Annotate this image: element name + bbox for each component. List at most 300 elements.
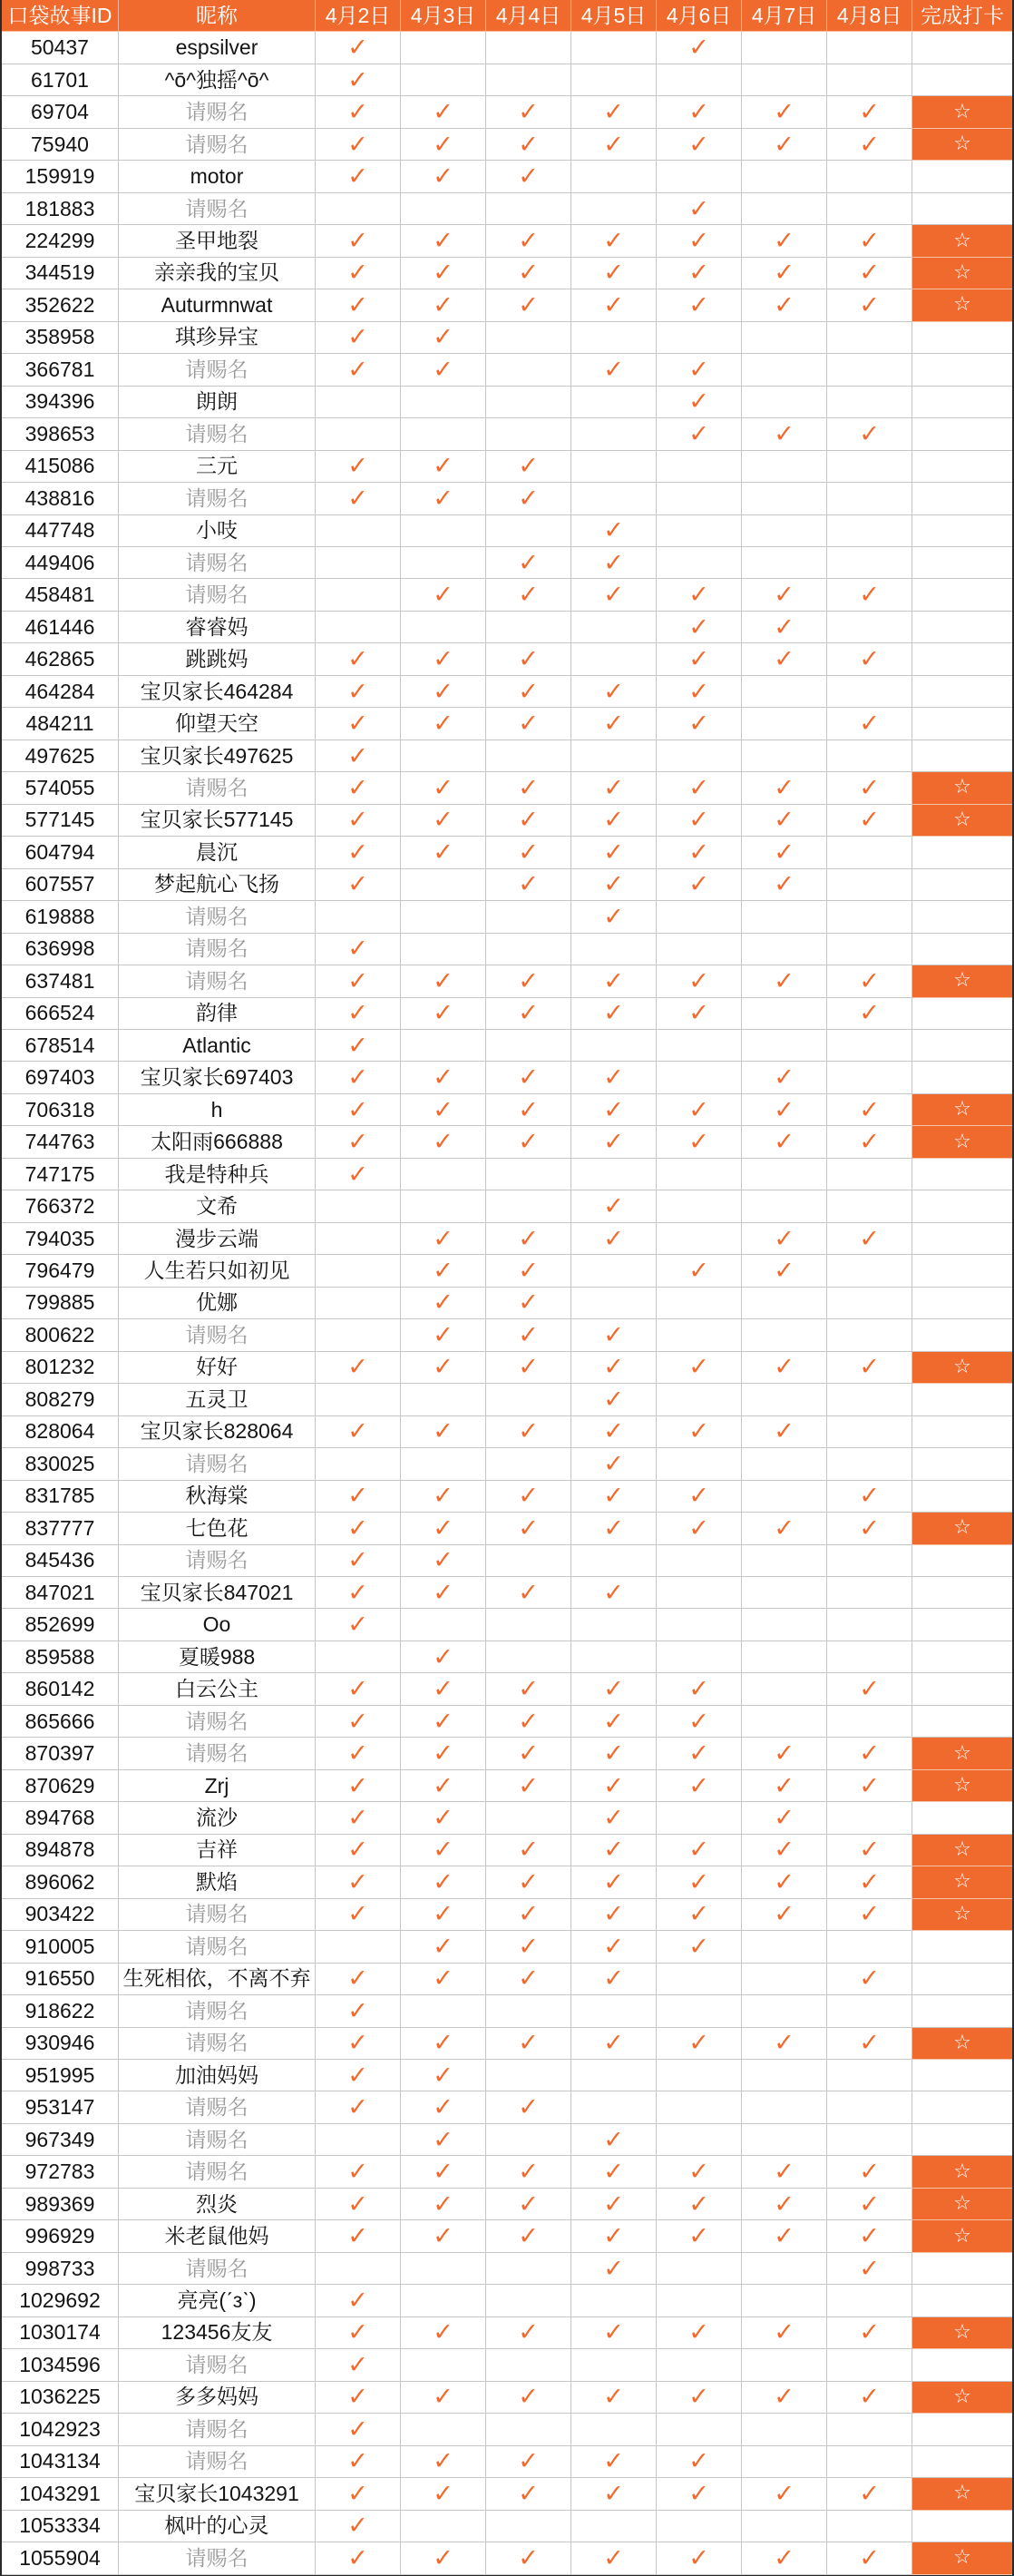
cell-checkin-day-7: [827, 418, 912, 450]
cell-checkin-day-5: [657, 1673, 742, 1705]
cell-checkin-day-2: [401, 2091, 486, 2123]
table-row: [2, 1448, 1012, 1480]
check-icon: ✓: [688, 1900, 709, 1929]
check-icon: ✓: [518, 1513, 539, 1543]
cell-checkin-day-4: [571, 1255, 657, 1287]
cell-checkin-day-2: [401, 2156, 486, 2188]
cell-checkin-day-3: [486, 258, 571, 289]
header-complete-checkin: 完成打卡: [912, 0, 1012, 32]
table-row: [2, 965, 1012, 997]
cell-checkin-day-2: [401, 2349, 486, 2381]
check-icon: ✓: [774, 130, 795, 159]
check-icon: ✓: [347, 1867, 368, 1896]
check-icon: ✓: [688, 98, 709, 127]
cell-checkin-day-6: [742, 354, 827, 386]
cell-checkin-day-1: [316, 1319, 401, 1351]
cell-checkin-day-2: [401, 772, 486, 804]
check-icon: ✓: [859, 259, 880, 288]
cell-checkin-day-5: [657, 676, 742, 708]
cell-checkin-day-6: [742, 2446, 827, 2478]
check-icon: ✓: [603, 516, 624, 545]
cell-checkin-day-5: [657, 643, 742, 675]
check-icon: ✓: [518, 837, 539, 867]
cell-checkin-day-4: [571, 1223, 657, 1255]
cell-pocket-story-id: 678514: [2, 1030, 119, 1062]
table-row: [2, 998, 1012, 1030]
check-icon: ✓: [347, 645, 368, 674]
cell-checkin-day-7: [827, 1545, 912, 1577]
cell-checkin-day-4: [571, 901, 657, 933]
cell-checkin-day-2: [401, 2478, 486, 2510]
cell-checkin-day-3: [486, 1288, 571, 1319]
cell-checkin-day-3: [486, 2446, 571, 2478]
cell-checkin-day-3: [486, 1964, 571, 1995]
cell-checkin-day-2: [401, 2317, 486, 2349]
cell-checkin-day-5: [657, 2220, 742, 2252]
check-icon: ✓: [433, 2158, 453, 2187]
cell-pocket-story-id: 918622: [2, 1995, 119, 2027]
cell-pocket-story-id: 744763: [2, 1126, 119, 1158]
star-icon: ☆: [953, 1098, 971, 1121]
check-icon: ✓: [688, 2158, 709, 2187]
cell-checkin-day-6: [742, 418, 827, 450]
cell-checkin-day-2: [401, 1255, 486, 1287]
cell-checkin-day-1: [316, 2028, 401, 2060]
cell-nickname: Auturmnwat: [119, 289, 316, 321]
cell-nickname: 睿睿妈: [119, 612, 316, 643]
cell-checkin-day-4: [571, 1770, 657, 1802]
cell-checkin-day-2: [401, 387, 486, 418]
cell-checkin-day-4: [571, 2542, 657, 2574]
cell-checkin-day-7: [827, 451, 912, 483]
check-icon: ✓: [774, 1513, 795, 1543]
cell-checkin-day-6: [742, 1770, 827, 1802]
star-icon: ☆: [953, 1516, 971, 1540]
header-day-4: 4月5日: [571, 0, 657, 32]
check-icon: ✓: [774, 1128, 795, 1157]
cell-checkin-day-2: [401, 289, 486, 321]
check-icon: ✓: [433, 1739, 453, 1768]
table-row: [2, 2542, 1012, 2574]
cell-complete-checkin: [912, 129, 1012, 161]
check-icon: ✓: [774, 1417, 795, 1446]
table-row: [2, 2478, 1012, 2510]
cell-checkin-day-4: [571, 1062, 657, 1093]
cell-nickname: 请赐名: [119, 2542, 316, 2574]
cell-checkin-day-6: [742, 772, 827, 804]
check-icon: ✓: [603, 1932, 624, 1961]
cell-checkin-day-6: [742, 1835, 827, 1866]
check-icon: ✓: [347, 1803, 368, 1832]
cell-checkin-day-7: [827, 1030, 912, 1062]
check-icon: ✓: [433, 1095, 453, 1124]
table-row: [2, 225, 1012, 257]
star-icon: ☆: [953, 1355, 971, 1378]
table-row: [2, 837, 1012, 868]
table-row: [2, 1513, 1012, 1544]
cell-checkin-day-2: [401, 676, 486, 708]
cell-checkin-day-3: [486, 1481, 571, 1513]
table-row: [2, 2156, 1012, 2188]
check-icon: ✓: [433, 1353, 453, 1382]
check-icon: ✓: [347, 1739, 368, 1768]
check-icon: ✓: [688, 2383, 709, 2412]
cell-nickname: 亲亲我的宝贝: [119, 258, 316, 289]
cell-checkin-day-4: [571, 289, 657, 321]
cell-checkin-day-2: [401, 1835, 486, 1866]
cell-checkin-day-6: [742, 2091, 827, 2123]
check-icon: ✓: [774, 1803, 795, 1832]
cell-checkin-day-6: [742, 612, 827, 643]
check-icon: ✓: [347, 2543, 368, 2572]
cell-checkin-day-7: [827, 258, 912, 289]
check-icon: ✓: [433, 259, 453, 288]
cell-checkin-day-6: [742, 2349, 827, 2381]
cell-pocket-story-id: 706318: [2, 1094, 119, 1126]
cell-checkin-day-1: [316, 547, 401, 579]
cell-pocket-story-id: 828064: [2, 1416, 119, 1448]
check-icon: ✓: [688, 999, 709, 1028]
cell-nickname: 七色花: [119, 1513, 316, 1544]
table-row: [2, 1094, 1012, 1126]
table-row: [2, 1481, 1012, 1513]
cell-nickname: 宝贝家长697403: [119, 1062, 316, 1093]
check-icon: ✓: [859, 1675, 880, 1704]
cell-complete-checkin: [912, 1931, 1012, 1963]
table-row: [2, 2220, 1012, 2252]
check-icon: ✓: [518, 2383, 539, 2412]
cell-complete-checkin: [912, 547, 1012, 579]
check-icon: ✓: [347, 1095, 368, 1124]
check-icon: ✓: [603, 581, 624, 610]
cell-nickname: 梦起航心飞扬: [119, 869, 316, 901]
check-icon: ✓: [433, 1771, 453, 1800]
cell-checkin-day-6: [742, 161, 827, 192]
cell-checkin-day-5: [657, 934, 742, 965]
cell-complete-checkin: [912, 354, 1012, 386]
cell-checkin-day-1: [316, 901, 401, 933]
cell-checkin-day-6: [742, 2511, 827, 2542]
check-icon: ✓: [347, 1417, 368, 1446]
cell-checkin-day-7: [827, 1190, 912, 1222]
cell-checkin-day-4: [571, 2478, 657, 2510]
table-row: [2, 934, 1012, 965]
cell-nickname: 请赐名: [119, 579, 316, 611]
table-row: [2, 1223, 1012, 1255]
cell-nickname: 我是特种兵: [119, 1159, 316, 1190]
cell-checkin-day-5: [657, 129, 742, 161]
check-icon: ✓: [603, 1836, 624, 1865]
cell-checkin-day-3: [486, 515, 571, 547]
header-pocket-story-id: 口袋故事ID: [2, 0, 119, 32]
cell-nickname: 亮亮(ˊзˋ): [119, 2285, 316, 2316]
check-icon: ✓: [347, 1482, 368, 1511]
check-icon: ✓: [518, 1675, 539, 1704]
cell-checkin-day-3: [486, 1319, 571, 1351]
cell-complete-checkin: [912, 837, 1012, 868]
cell-checkin-day-6: [742, 1448, 827, 1480]
check-icon: ✓: [774, 98, 795, 127]
cell-pocket-story-id: 998733: [2, 2253, 119, 2285]
cell-checkin-day-4: [571, 1384, 657, 1415]
cell-checkin-day-7: [827, 708, 912, 739]
cell-checkin-day-2: [401, 740, 486, 772]
cell-checkin-day-2: [401, 1577, 486, 1609]
check-icon: ✓: [433, 2318, 453, 2347]
table-row: [2, 483, 1012, 514]
check-icon: ✓: [347, 1836, 368, 1865]
cell-nickname: 请赐名: [119, 1545, 316, 1577]
table-row: [2, 1899, 1012, 1931]
cell-checkin-day-3: [486, 772, 571, 804]
cell-checkin-day-7: [827, 1288, 912, 1319]
check-icon: ✓: [859, 1482, 880, 1511]
check-icon: ✓: [603, 806, 624, 835]
cell-checkin-day-4: [571, 2028, 657, 2060]
cell-checkin-day-1: [316, 1481, 401, 1513]
cell-checkin-day-5: [657, 354, 742, 386]
cell-checkin-day-4: [571, 2091, 657, 2123]
cell-checkin-day-7: [827, 965, 912, 997]
check-icon: ✓: [859, 227, 880, 256]
cell-complete-checkin: [912, 1319, 1012, 1351]
check-icon: ✓: [688, 1707, 709, 1736]
cell-checkin-day-4: [571, 2220, 657, 2252]
cell-checkin-day-7: [827, 1577, 912, 1609]
cell-checkin-day-1: [316, 1030, 401, 1062]
check-icon: ✓: [347, 1160, 368, 1189]
cell-complete-checkin: [912, 2124, 1012, 2156]
cell-checkin-day-7: [827, 2253, 912, 2285]
cell-checkin-day-4: [571, 2382, 657, 2414]
cell-checkin-day-5: [657, 1802, 742, 1834]
cell-checkin-day-3: [486, 1159, 571, 1190]
check-icon: ✓: [347, 98, 368, 127]
check-icon: ✓: [688, 710, 709, 739]
cell-checkin-day-1: [316, 32, 401, 64]
check-icon: ✓: [859, 2543, 880, 2572]
cell-complete-checkin: [912, 1964, 1012, 1995]
cell-checkin-day-1: [316, 1899, 401, 1931]
cell-checkin-day-5: [657, 2285, 742, 2316]
check-icon: ✓: [603, 1192, 624, 1221]
check-icon: ✓: [603, 1449, 624, 1478]
cell-checkin-day-2: [401, 2542, 486, 2574]
check-icon: ✓: [603, 2318, 624, 2347]
cell-checkin-day-1: [316, 2446, 401, 2478]
check-icon: ✓: [688, 773, 709, 802]
cell-checkin-day-3: [486, 869, 571, 901]
cell-complete-checkin: [912, 1159, 1012, 1190]
star-icon: ☆: [953, 1837, 971, 1861]
cell-nickname: 请赐名: [119, 934, 316, 965]
cell-nickname: ^ō^独摇^ō^: [119, 64, 316, 96]
cell-checkin-day-7: [827, 2414, 912, 2445]
cell-checkin-day-3: [486, 225, 571, 257]
cell-nickname: 宝贝家长464284: [119, 676, 316, 708]
table-row: [2, 129, 1012, 161]
check-icon: ✓: [433, 966, 453, 995]
cell-checkin-day-4: [571, 129, 657, 161]
cell-checkin-day-2: [401, 1094, 486, 1126]
check-icon: ✓: [603, 1128, 624, 1157]
table-row: [2, 1964, 1012, 1995]
table-row: [2, 1190, 1012, 1222]
check-icon: ✓: [859, 999, 880, 1028]
cell-checkin-day-3: [486, 161, 571, 192]
check-icon: ✓: [774, 2158, 795, 2187]
check-icon: ✓: [859, 1867, 880, 1896]
cell-checkin-day-2: [401, 1159, 486, 1190]
check-icon: ✓: [433, 1224, 453, 1253]
cell-checkin-day-1: [316, 934, 401, 965]
cell-checkin-day-6: [742, 1126, 827, 1158]
cell-checkin-day-2: [401, 1223, 486, 1255]
header-day-1: 4月2日: [316, 0, 401, 32]
cell-checkin-day-4: [571, 2349, 657, 2381]
check-icon: ✓: [774, 2029, 795, 2058]
cell-checkin-day-4: [571, 1964, 657, 1995]
cell-checkin-day-3: [486, 579, 571, 611]
cell-checkin-day-7: [827, 322, 912, 354]
cell-checkin-day-5: [657, 1738, 742, 1769]
check-icon: ✓: [603, 1513, 624, 1543]
check-icon: ✓: [603, 1417, 624, 1446]
cell-checkin-day-2: [401, 483, 486, 514]
cell-checkin-day-2: [401, 1513, 486, 1544]
cell-pocket-story-id: 996929: [2, 2220, 119, 2252]
cell-nickname: 加油妈妈: [119, 2060, 316, 2091]
cell-checkin-day-6: [742, 225, 827, 257]
star-icon: ☆: [953, 2546, 971, 2570]
check-icon: ✓: [859, 2479, 880, 2508]
table-row: [2, 1673, 1012, 1705]
cell-pocket-story-id: 462865: [2, 643, 119, 675]
table-row: [2, 451, 1012, 483]
check-icon: ✓: [347, 323, 368, 352]
cell-nickname: 宝贝家长847021: [119, 1577, 316, 1609]
check-icon: ✓: [433, 2093, 453, 2122]
star-icon: ☆: [953, 2482, 971, 2505]
check-icon: ✓: [774, 2222, 795, 2251]
star-icon: ☆: [953, 1870, 971, 1894]
cell-checkin-day-3: [486, 2414, 571, 2445]
check-icon: ✓: [518, 1771, 539, 1800]
cell-complete-checkin: [912, 740, 1012, 772]
check-icon: ✓: [774, 1739, 795, 1768]
check-icon: ✓: [347, 162, 368, 191]
check-icon: ✓: [518, 2222, 539, 2251]
cell-nickname: 请赐名: [119, 96, 316, 128]
check-icon: ✓: [518, 162, 539, 191]
cell-checkin-day-6: [742, 1223, 827, 1255]
cell-checkin-day-1: [316, 1802, 401, 1834]
cell-checkin-day-4: [571, 1835, 657, 1866]
cell-checkin-day-3: [486, 1802, 571, 1834]
cell-pocket-story-id: 860142: [2, 1673, 119, 1705]
cell-checkin-day-6: [742, 1964, 827, 1995]
check-icon: ✓: [347, 870, 368, 899]
cell-checkin-day-7: [827, 1964, 912, 1995]
cell-pocket-story-id: 398653: [2, 418, 119, 450]
cell-checkin-day-2: [401, 1190, 486, 1222]
cell-complete-checkin: [912, 32, 1012, 64]
check-icon: ✓: [603, 1353, 624, 1382]
cell-checkin-day-2: [401, 965, 486, 997]
cell-nickname: 白云公主: [119, 1673, 316, 1705]
cell-checkin-day-2: [401, 1866, 486, 1898]
check-icon: ✓: [774, 1867, 795, 1896]
cell-checkin-day-3: [486, 837, 571, 868]
check-icon: ✓: [774, 419, 795, 448]
cell-checkin-day-1: [316, 2542, 401, 2574]
cell-pocket-story-id: 461446: [2, 612, 119, 643]
check-icon: ✓: [859, 966, 880, 995]
cell-checkin-day-7: [827, 2124, 912, 2156]
check-icon: ✓: [433, 1675, 453, 1704]
cell-pocket-story-id: 604794: [2, 837, 119, 868]
check-icon: ✓: [347, 34, 368, 63]
cell-complete-checkin: [912, 1866, 1012, 1898]
cell-checkin-day-4: [571, 579, 657, 611]
check-icon: ✓: [433, 1964, 453, 1993]
cell-nickname: 请赐名: [119, 1931, 316, 1963]
check-icon: ✓: [774, 2479, 795, 2508]
cell-checkin-day-2: [401, 934, 486, 965]
check-icon: ✓: [433, 1546, 453, 1575]
cell-checkin-day-6: [742, 2060, 827, 2091]
check-icon: ✓: [433, 98, 453, 127]
cell-nickname: 请赐名: [119, 2124, 316, 2156]
cell-checkin-day-7: [827, 643, 912, 675]
check-icon: ✓: [433, 290, 453, 319]
cell-checkin-day-4: [571, 1899, 657, 1931]
cell-checkin-day-1: [316, 1706, 401, 1738]
cell-complete-checkin: [912, 96, 1012, 128]
check-icon: ✓: [603, 1224, 624, 1253]
check-icon: ✓: [688, 2479, 709, 2508]
cell-checkin-day-3: [486, 322, 571, 354]
cell-checkin-day-1: [316, 1223, 401, 1255]
cell-checkin-day-1: [316, 643, 401, 675]
check-icon: ✓: [688, 34, 709, 63]
cell-pocket-story-id: 497625: [2, 740, 119, 772]
cell-complete-checkin: [912, 1062, 1012, 1093]
cell-checkin-day-3: [486, 1384, 571, 1415]
cell-checkin-day-4: [571, 1190, 657, 1222]
check-icon: ✓: [603, 1867, 624, 1896]
cell-pocket-story-id: 1030174: [2, 2317, 119, 2349]
cell-checkin-day-4: [571, 805, 657, 837]
cell-checkin-day-6: [742, 32, 827, 64]
check-icon: ✓: [774, 1095, 795, 1124]
cell-checkin-day-5: [657, 708, 742, 739]
check-icon: ✓: [603, 966, 624, 995]
check-icon: ✓: [603, 677, 624, 706]
cell-checkin-day-1: [316, 96, 401, 128]
check-icon: ✓: [688, 419, 709, 448]
table-row: [2, 1030, 1012, 1062]
cell-checkin-day-3: [486, 1866, 571, 1898]
cell-checkin-day-2: [401, 258, 486, 289]
check-icon: ✓: [603, 773, 624, 802]
table-row: [2, 1931, 1012, 1963]
cell-checkin-day-2: [401, 2220, 486, 2252]
header-day-6: 4月7日: [742, 0, 827, 32]
check-icon: ✓: [518, 870, 539, 899]
header-day-2: 4月3日: [401, 0, 486, 32]
cell-checkin-day-3: [486, 96, 571, 128]
